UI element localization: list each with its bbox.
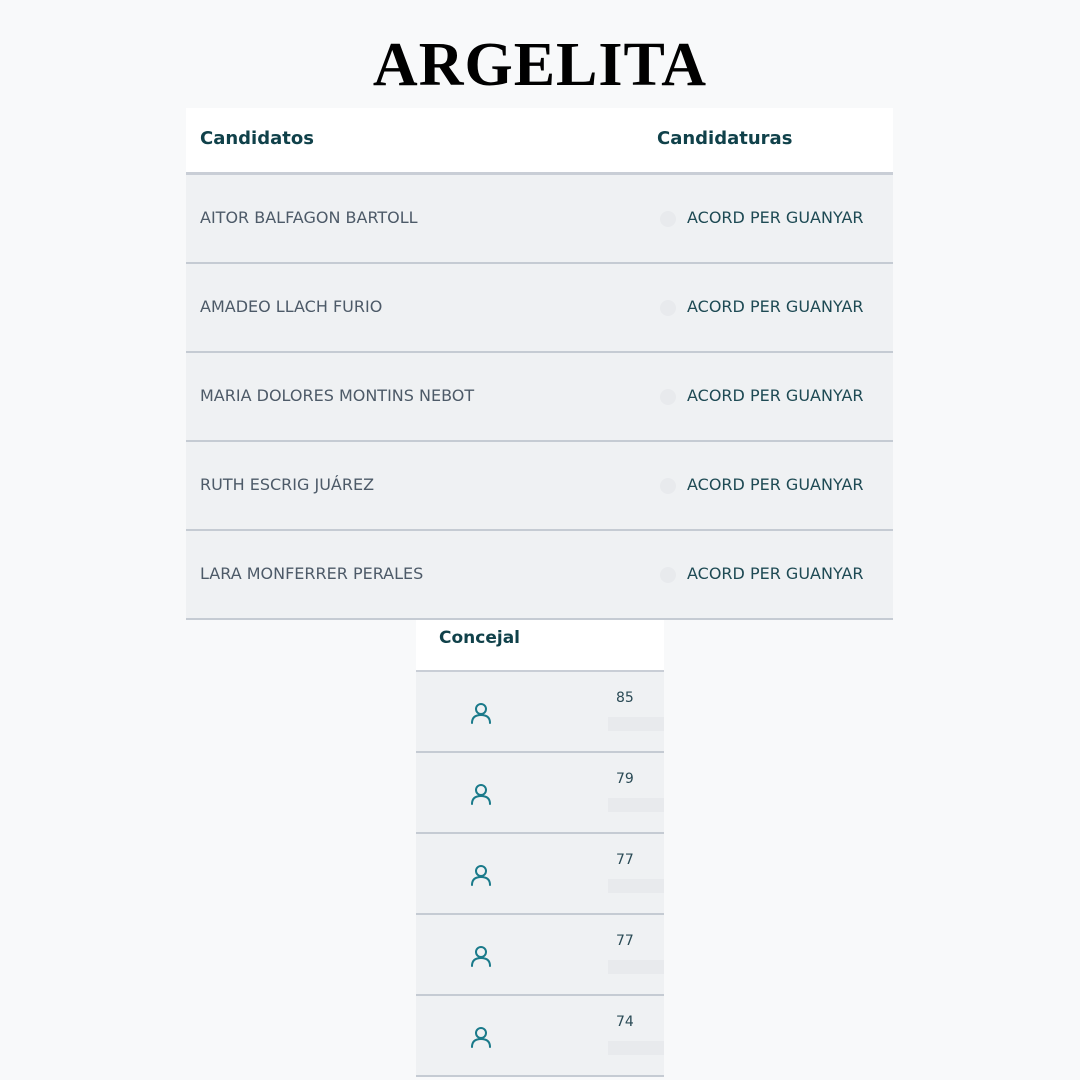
candidate-party: ACORD PER GUANYAR (687, 386, 864, 405)
vote-bar (608, 798, 664, 812)
candidate-party: ACORD PER GUANYAR (687, 297, 864, 316)
table-row (186, 442, 893, 531)
vote-count: 85 (616, 690, 634, 706)
table-row (186, 264, 893, 353)
column-header-concejal[interactable]: Concejal (439, 628, 520, 648)
table-row (416, 753, 664, 834)
vote-bar (608, 960, 664, 974)
table-row (416, 834, 664, 915)
column-header-candidaturas[interactable]: Candidaturas (657, 128, 793, 149)
vote-bar (608, 717, 664, 731)
candidate-party: ACORD PER GUANYAR (687, 564, 864, 583)
table-row (416, 996, 664, 1077)
table-row (186, 531, 893, 620)
user-icon (469, 701, 493, 725)
user-icon (469, 863, 493, 887)
column-header-candidatos[interactable]: Candidatos (200, 128, 314, 149)
concejal-table (416, 620, 664, 1077)
candidate-party: ACORD PER GUANYAR (687, 475, 864, 494)
vote-count: 77 (616, 852, 634, 868)
user-icon (469, 1025, 493, 1049)
candidate-name: AMADEO LLACH FURIO (200, 297, 383, 316)
table-row (186, 353, 893, 442)
candidate-name: MARIA DOLORES MONTINS NEBOT (200, 386, 475, 405)
table-row (416, 672, 664, 753)
party-logo (660, 567, 676, 583)
page-title: ARGELITA (372, 31, 708, 99)
party-logo (660, 300, 676, 316)
vote-count: 77 (616, 933, 634, 949)
candidate-name: AITOR BALFAGON BARTOLL (200, 208, 418, 227)
user-icon (469, 782, 493, 806)
user-icon (469, 944, 493, 968)
candidate-name: RUTH ESCRIG JUÁREZ (200, 475, 375, 494)
party-logo (660, 478, 676, 494)
candidate-party: ACORD PER GUANYAR (687, 208, 864, 227)
party-logo (660, 389, 676, 405)
table-header (416, 620, 664, 672)
vote-bar (608, 1041, 664, 1055)
table-row (416, 915, 664, 996)
table-header (186, 108, 893, 175)
vote-bar (608, 879, 664, 893)
table-row (186, 175, 893, 264)
vote-count: 79 (616, 771, 634, 787)
vote-count: 74 (616, 1014, 634, 1030)
candidates-table (186, 108, 893, 620)
candidate-name: LARA MONFERRER PERALES (200, 564, 424, 583)
party-logo (660, 211, 676, 227)
